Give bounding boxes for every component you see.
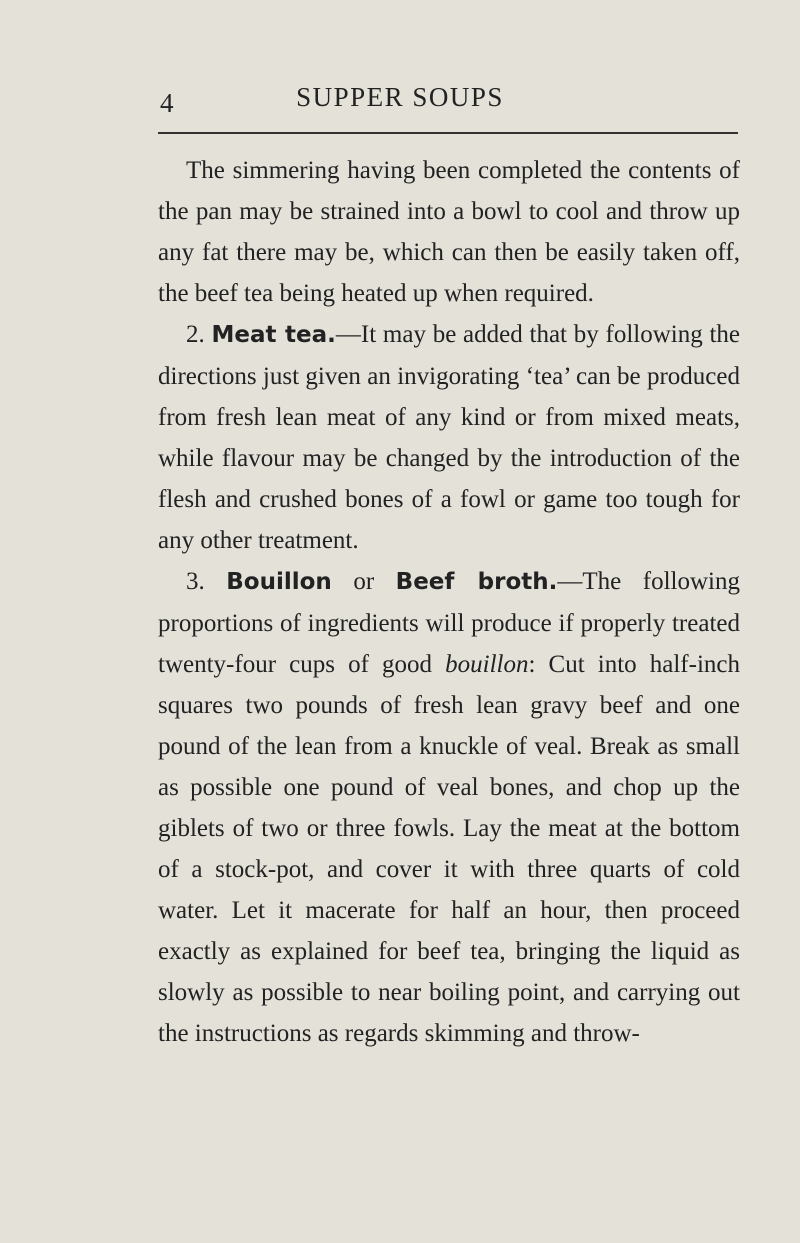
- paragraph-3-text-a: —The following proportions of ingredients will produce if properly treated twenty-four cups of good: [158, 568, 741, 678]
- section-heading-beef-broth: Beef broth.: [395, 569, 558, 595]
- running-head: [0, 82, 800, 122]
- page-number: 4: [160, 88, 174, 118]
- paragraph-2-text: —It may be added that by following the directions just given an invigorating ‘tea’ can be produced from fresh lean meat of any kind or from mixed meats, while flavour may be changed by the introduction of the flesh and crushed bones of a fowl or game too tough for any other treatment.: [158, 321, 741, 554]
- italic-term: bouillon: [445, 651, 529, 678]
- header-rule: [158, 132, 738, 134]
- paragraph-1-text: The simmering having been completed the contents of the pan may be strained into a bowl to cool and throw up any fat there may be, which can then be easily taken off, the beef tea being heated up when required.: [158, 157, 740, 307]
- section-heading-bouillon: Bouillon: [226, 569, 332, 595]
- paragraph-2: [158, 314, 740, 561]
- page-title: SUPPER SOUPS: [296, 82, 504, 112]
- section-number: 2.: [186, 321, 212, 348]
- section-number: 3.: [186, 568, 227, 595]
- paragraph-3-text-b: : Cut into half-inch squares two pounds of fresh lean gravy beef and one pound of the lean from a knuckle of veal. Break as small as possible one pound of veal bones, and chop up the giblets of two or three fowls. Lay the meat at the bottom of a stock-pot, and cover it with three quarts of cold water. Let it macerate for half an hour, then proceed exactly as explained for beef tea, bringing the liquid as slowly as possible to near boiling point, and carrying out the instructions as regards skimming and throw-: [158, 651, 740, 1047]
- paragraph-1: [158, 150, 740, 314]
- section-heading-meat-tea: Meat tea.: [211, 322, 336, 348]
- body-text: [158, 150, 740, 1054]
- paragraph-3: [158, 561, 740, 1054]
- heading-connector: or: [331, 568, 396, 595]
